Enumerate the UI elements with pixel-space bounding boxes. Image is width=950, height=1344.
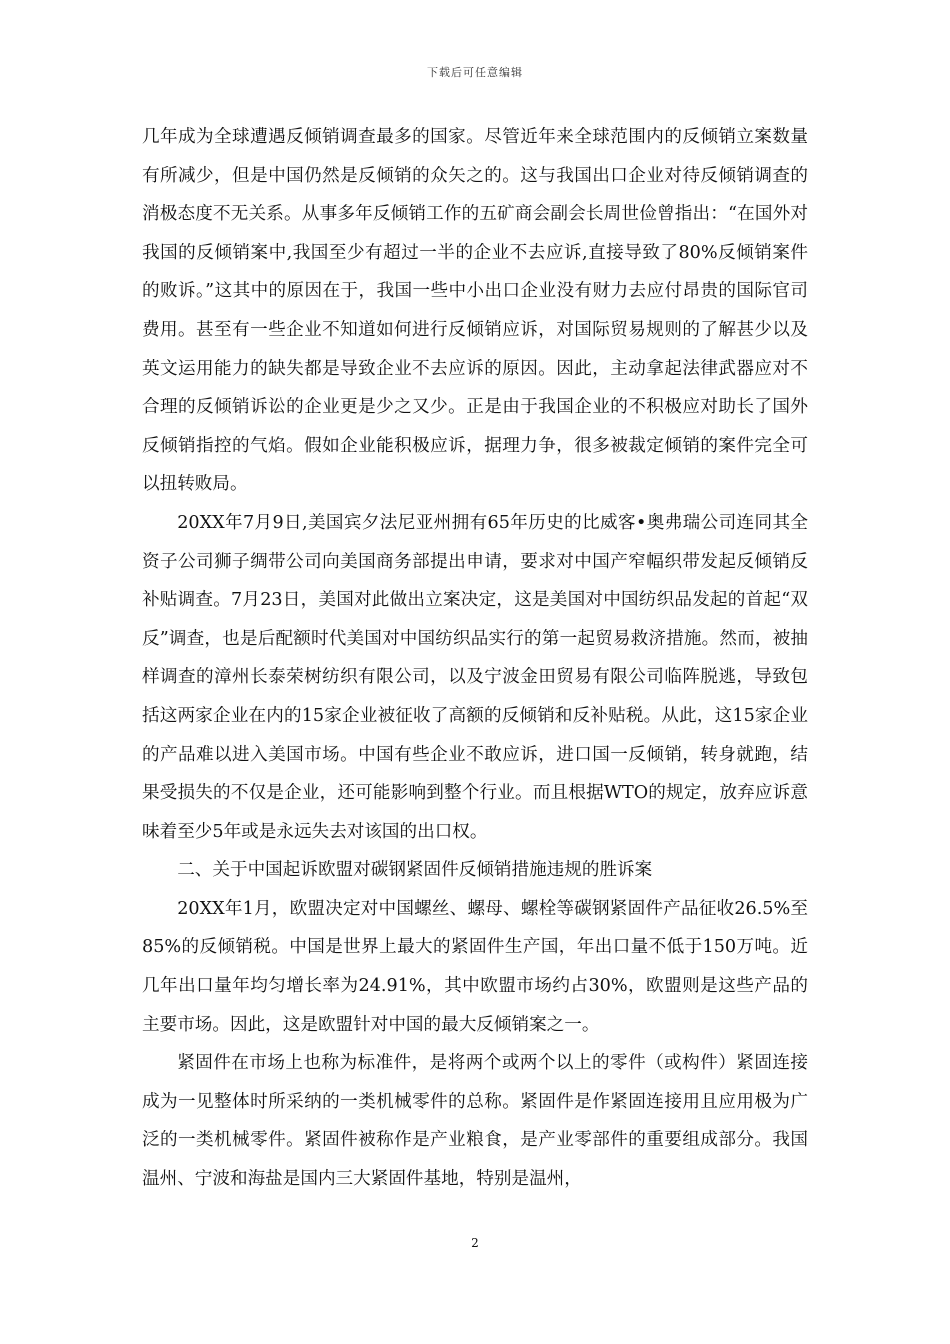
page-number: 2 [471,1236,479,1250]
paragraph-3: 20XX年1月，欧盟决定对中国螺丝、螺母、螺栓等碳钢紧固件产品征收26.5%至85%的反倾销税。中国是世界上最大的紧固件生产国，年出口量不低于150万吨。近几年出口量年均匀增长率为24.91%，其中欧盟市场约占30%，欧盟则是这些产品的主要市场。因此，这是欧盟针对中国的最大反倾销案之一。 [142,898,808,1035]
paragraph-4: 紧固件在市场上也称为标准件，是将两个或两个以上的零件（或构件）紧固连接成为一见整体时所采纳的一类机械零件的总称。紧固件是作紧固连接用且应用极为广泛的一类机械零件。紧固件被称作是产业粮食，是产业零部件的重要组成部分。我国温州、宁波和海盐是国内三大紧固件基地，特别是温州， [142,1053,808,1190]
paragraph-1: 几年成为全球遭遇反倾销调查最多的国家。尽管近年来全球范围内的反倾销立案数量有所减少，但是中国仍然是反倾销的众矢之的。这与我国出口企业对待反倾销调查的消极态度不无关系。从事多年反倾销工作的五矿商会副会长周世俭曾指出：“在国外对我国的反倾销案中,我国至少有超过一半的企业不去应诉,直接导致了80%反倾销案件的败诉。”这其中的原因在于，我国一些中小出口企业没有财力去应付昂贵的国际官司费用。甚至有一些企业不知道如何进行反倾销应诉，对国际贸易规则的了解甚少以及英文运用能力的缺失都是导致企业不去应诉的原因。因此，主动拿起法律武器应对不合理的反倾销诉讼的企业更是少之又少。正是由于我国企业的不积极应对助长了国外反倾销指控的气焰。假如企业能积极应诉，据理力争，很多被裁定倾销的案件完全可以扭转败局。 [142,127,808,495]
document-body [142,118,808,1199]
paragraph-2: 20XX年7月9日,美国宾夕法尼亚州拥有65年历史的比威客•奥弗瑞公司连同其全资子公司狮子绸带公司向美国商务部提出申请，要求对中国产窄幅织带发起反倾销反补贴调查。7月23日，美国对此做出立案决定，这是美国对中国纺织品发起的首起“双反”调查，也是后配额时代美国对中国纺织品实行的第一起贸易救济措施。然而，被抽样调查的漳州长泰荣树纺织有限公司，以及宁波金田贸易有限公司临阵脱逃，导致包括这两家企业在内的15家企业被征收了高额的反倾销和反补贴税。从此，这15家企业的产品难以进入美国市场。中国有些企业不敢应诉，进口国一反倾销，转身就跑，结果受损失的不仅是企业，还可能影响到整个行业。而且根据WTO的规定，放弃应诉意味着至少5年或是永远失去对该国的出口权。 [142,512,808,842]
page-header: 下载后可任意编辑 [427,66,523,79]
section-heading: 二、关于中国起诉欧盟对碳钢紧固件反倾销措施违规的胜诉案 [177,860,653,881]
